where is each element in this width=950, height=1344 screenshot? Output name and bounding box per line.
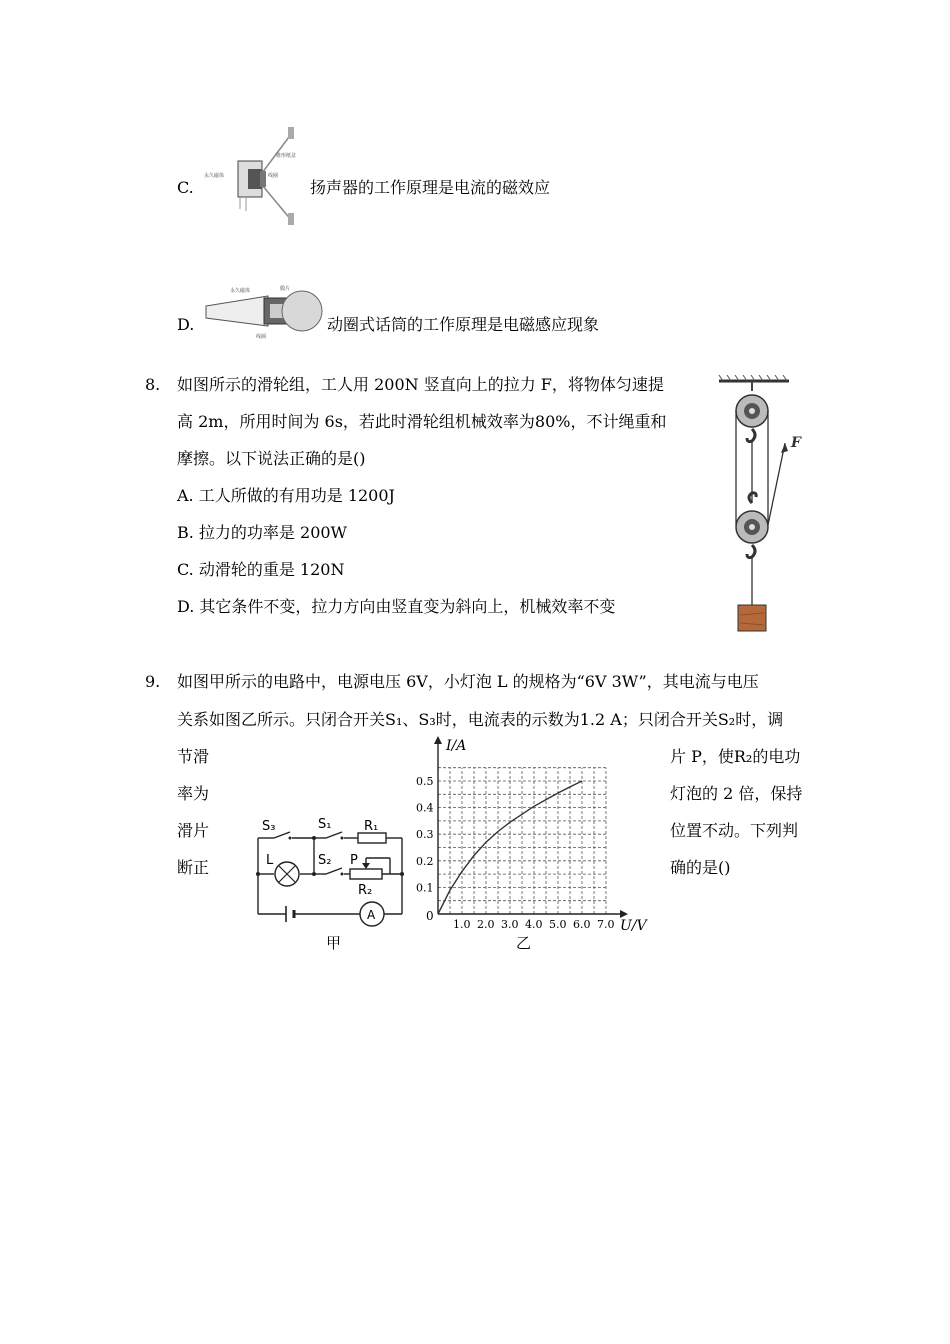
y-tick-label: 0.3 [416,828,434,842]
q7-option-c-label: C. [177,178,194,197]
q9-stem-line1: 如图甲所示的电路中，电源电压 6V，小灯泡 L 的规格为“6V 3W”，其电流与电压 [177,672,759,691]
pulley-force-label: F [791,435,801,451]
microphone-label-coil: 线圈 [256,334,267,340]
speaker-figure [200,125,300,225]
q9-number: 9. [145,672,161,691]
circuit-label-s3: S₃ [262,819,276,834]
y-tick-label: 0.4 [416,801,434,815]
circuit-label-r1: R₁ [364,819,379,834]
q9-stem-right6: 确的是() [670,858,731,877]
circuit-label-l: L [266,853,274,868]
speaker-label-magnet: 永久磁体 [204,173,225,179]
q8-stem-line3: 摩擦。以下说法正确的是() [177,449,366,468]
q9-stem-right3: 片 P，使R₂的电功 [670,747,801,766]
pulley-system-figure [715,375,815,637]
circuit-diagram [250,810,410,955]
y-tick-label: 0.1 [416,881,434,895]
y-axis-arrow [434,736,442,744]
iv-curve-chart [410,732,660,954]
microphone-label-magnet: 永久磁体 [230,288,251,294]
q9-stem-line2: 关系如图乙所示。只闭合开关S₁、S₃时，电流表的示数为1.2 A；只闭合开关S₂时，调 [177,710,784,729]
speaker-label-cone: 锥形纸盆 [276,153,297,159]
origin-label: 0 [426,909,434,923]
x-tick-label: 2.0 [477,918,495,931]
x-tick-label: 5.0 [549,918,567,931]
q9-stem-left5: 滑片 [177,821,210,840]
y-tick-label: 0.2 [416,854,434,868]
circuit-label-s1: S₁ [318,817,332,832]
x-tick-label: 6.0 [573,918,591,931]
q9-stem-left3: 节滑 [177,747,210,766]
circuit-label-p: P [350,853,358,868]
x-axis-arrow [620,910,628,918]
q7-option-c-text: 扬声器的工作原理是电流的磁效应 [310,178,551,197]
circuit-label-s2: S₂ [318,853,332,868]
chart-caption: 乙 [516,934,532,952]
microphone-label-diaphragm: 膜片 [280,286,291,292]
x-axis-label: U/V [620,918,647,934]
q9-stem-left4: 率为 [177,784,210,803]
circuit-label-a: A [367,908,376,922]
microphone-figure [200,280,326,342]
speaker-label-coil: 线圈 [268,173,279,179]
y-axis-label: I/A [446,738,467,754]
q8-stem-line2: 高 2m，所用时间为 6s，若此时滑轮组机械效率为80%，不计绳重和 [177,412,667,431]
x-tick-label: 1.0 [453,918,471,931]
circuit-label-r2: R₂ [358,883,373,898]
q8-option-c: C. 动滑轮的重是 120N [177,560,345,579]
q9-stem-left6: 断正 [177,858,210,877]
x-tick-label: 4.0 [525,918,543,931]
q7-option-d-label: D. [177,315,195,334]
q9-stem-right5: 位置不动。下列判 [670,821,799,840]
q8-number: 8. [145,375,161,394]
q8-stem-line1: 如图所示的滑轮组，工人用 200N 竖直向上的拉力 F，将物体匀速提 [177,375,664,394]
q9-stem-right4: 灯泡的 2 倍，保持 [670,784,803,803]
q8-option-d: D. 其它条件不变，拉力方向由竖直变为斜向上，机械效率不变 [177,597,616,616]
q8-option-a: A. 工人所做的有用功是 1200J [177,486,395,505]
x-tick-label: 7.0 [597,918,615,931]
q8-option-b: B. 拉力的功率是 200W [177,523,348,542]
y-tick-label: 0.5 [416,775,434,788]
q7-option-d-text: 动圈式话筒的工作原理是电磁感应现象 [327,315,600,334]
circuit-caption: 甲 [326,934,342,952]
x-tick-label: 3.0 [501,918,519,931]
